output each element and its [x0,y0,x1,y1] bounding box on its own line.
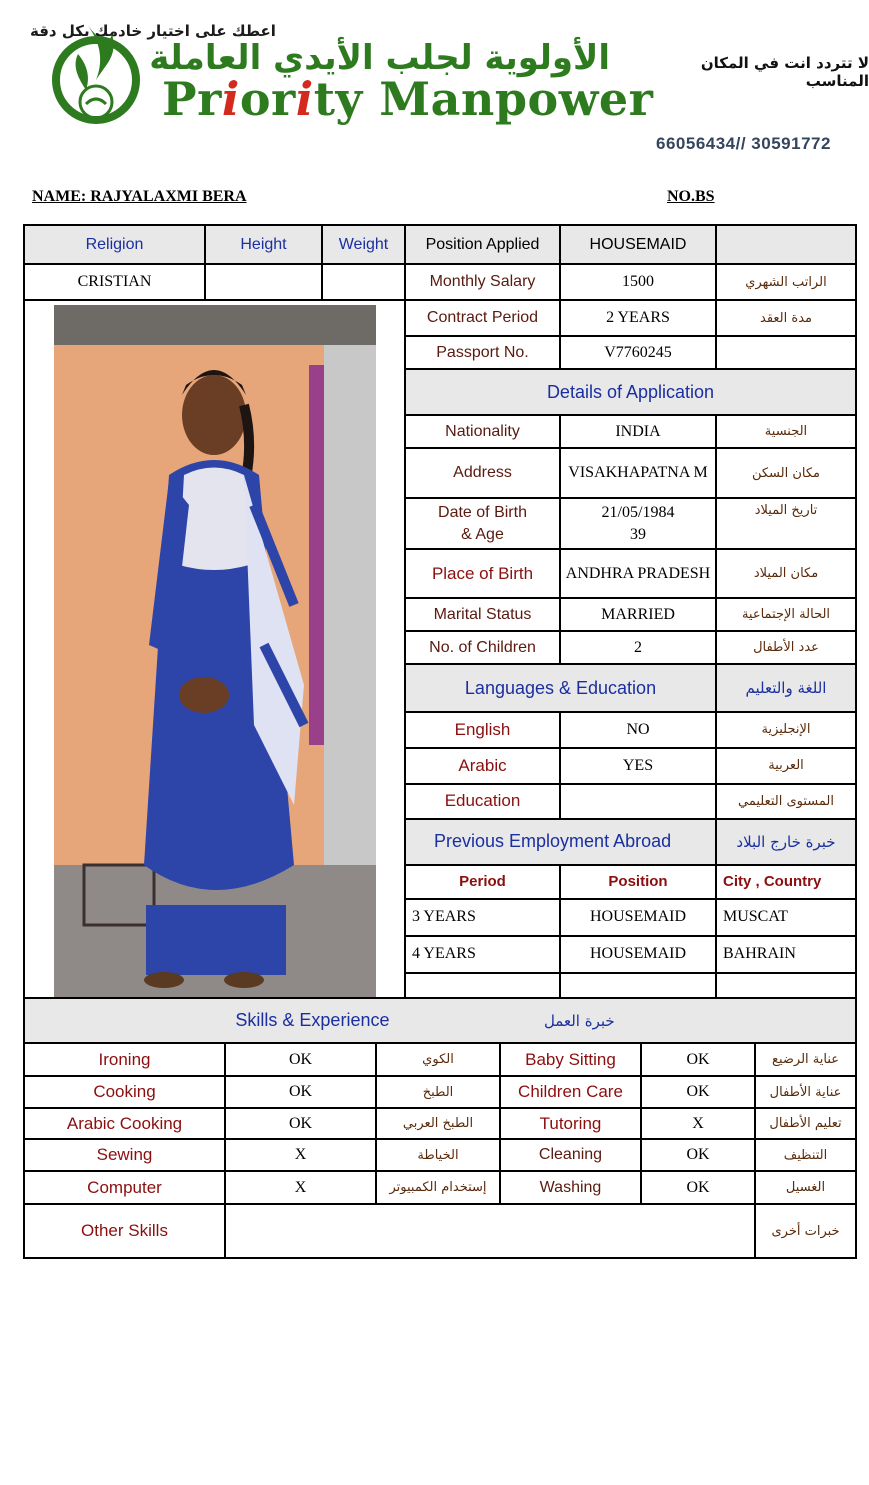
place-of-birth-label: Place of Birth [405,549,560,598]
skill-value: OK [225,1108,376,1139]
skill-label: Children Care [500,1076,641,1108]
english-arabic: الإنجليزية [716,712,856,748]
education-value [560,784,716,819]
contract-period-label: Contract Period [405,300,560,336]
skill-label: Cooking [24,1076,225,1108]
contract-period-arabic: مدة العقد [716,300,856,336]
children-value: 2 [560,631,716,664]
candidate-name: NAME: RAJYALAXMI BERA [32,188,247,205]
dob-label: Date of Birth & Age [405,498,560,549]
skill-label: Tutoring [500,1108,641,1139]
skills-experience-table [23,999,857,1259]
education-label: Education [405,784,560,819]
skill-arabic: الطبخ العربي [376,1108,500,1139]
employment-country: MUSCAT [716,899,856,936]
languages-education-header: Languages & Education [405,664,716,711]
religion-header: Religion [24,225,205,264]
skill-value: OK [641,1139,755,1171]
employment-position: HOUSEMAID [560,936,716,973]
skill-label: Cleaning [500,1139,641,1171]
height-value [205,264,322,300]
languages-education-arabic: اللغة والتعليم [716,664,856,711]
period-column-header: Period [405,865,560,899]
details-of-application-header: Details of Application [405,369,856,415]
skill-value: OK [641,1043,755,1076]
skill-arabic: عناية الأطفال [755,1076,856,1108]
monthly-salary-arabic: الراتب الشهري [716,264,856,300]
skill-row [24,1139,856,1171]
passport-arabic [716,336,856,369]
nationality-arabic: الجنسية [716,415,856,448]
application-details-table [23,224,857,999]
position-applied-value: HOUSEMAID [560,225,716,264]
skill-value: X [225,1139,376,1171]
skill-arabic: الغسيل [755,1171,856,1204]
employment-period [405,973,560,998]
skill-arabic: تعليم الأطفال [755,1108,856,1139]
skill-value: OK [225,1076,376,1108]
weight-value [322,264,405,300]
religion-value: CRISTIAN [24,264,205,300]
employment-position [560,973,716,998]
skill-value: X [225,1171,376,1204]
education-arabic: المستوى التعليمي [716,784,856,819]
place-of-birth-arabic: مكان الميلاد [716,549,856,598]
arabic-value: YES [560,748,716,784]
employment-country [716,973,856,998]
arabic-label: Arabic [405,748,560,784]
candidate-photo-cell [24,300,405,998]
previous-employment-arabic: خبرة خارج البلاد [716,819,856,865]
skill-arabic: الطبخ [376,1076,500,1108]
address-arabic: مكان السكن [716,448,856,498]
place-of-birth-value: ANDHRA PRADESH [560,549,716,598]
english-value: NO [560,712,716,748]
employment-position: HOUSEMAID [560,899,716,936]
skill-value: OK [641,1171,755,1204]
address-label: Address [405,448,560,498]
dob-value: 21/05/1984 39 [560,498,716,549]
children-label: No. of Children [405,631,560,664]
company-arabic-name: الأولوية لجلب الأيدي العاملة [149,38,610,78]
skill-label: Computer [24,1171,225,1204]
top-slogan: اعطك على اختيار خادمك بكل دقة [30,22,276,40]
monthly-salary-value: 1500 [560,264,716,300]
marital-status-value: MARRIED [560,598,716,631]
page-header [0,0,869,170]
skill-label: Sewing [24,1139,225,1171]
skill-arabic: عناية الرضيع [755,1043,856,1076]
employment-period: 4 YEARS [405,936,560,973]
skill-value: OK [225,1043,376,1076]
right-slogan: لا تتردد انت في المكان المناسب [700,54,869,90]
skill-row [24,1043,856,1076]
marital-status-label: Marital Status [405,598,560,631]
skill-arabic: إستخدام الكمبيوتر [376,1171,500,1204]
skill-value: X [641,1108,755,1139]
marital-status-arabic: الحالة الإجتماعية [716,598,856,631]
employment-period: 3 YEARS [405,899,560,936]
skill-value: OK [641,1076,755,1108]
weight-header: Weight [322,225,405,264]
company-logo-icon [48,20,144,124]
skill-row [24,1108,856,1139]
skill-row [24,1076,856,1108]
dob-arabic: تاريخ الميلاد [716,498,856,549]
other-skills-arabic: خبرات أخرى [755,1204,856,1258]
skill-label: Washing [500,1171,641,1204]
skill-arabic: التنظيف [755,1139,856,1171]
monthly-salary-label: Monthly Salary [405,264,560,300]
height-header: Height [205,225,322,264]
passport-value: V7760245 [560,336,716,369]
arabic-arabic: العربية [716,748,856,784]
skills-experience-title: Skills & Experience [235,1010,390,1030]
other-skills-label: Other Skills [24,1204,225,1258]
position-column-header: Position [560,865,716,899]
skill-label: Baby Sitting [500,1043,641,1076]
passport-label: Passport No. [405,336,560,369]
phone-numbers: 66056434// 30591772 [656,134,831,153]
company-english-name: Priority Manpower [162,72,654,126]
skills-experience-header [24,999,856,1043]
reference-number: NO.BS [667,188,715,205]
children-arabic: عدد الأطفال [716,631,856,664]
position-applied-arabic [716,225,856,264]
address-value: VISAKHAPATNA M [560,448,716,498]
position-applied-label: Position Applied [405,225,560,264]
skill-label: Ironing [24,1043,225,1076]
contract-period-value: 2 YEARS [560,300,716,336]
nationality-value: INDIA [560,415,716,448]
nationality-label: Nationality [405,415,560,448]
skills-experience-arabic: خبرة العمل [543,1012,615,1030]
employment-country: BAHRAIN [716,936,856,973]
other-skills-value [225,1204,755,1258]
english-label: English [405,712,560,748]
previous-employment-header: Previous Employment Abroad [405,819,716,865]
skill-arabic: الكوي [376,1043,500,1076]
candidate-photo [54,305,376,997]
skill-row [24,1171,856,1204]
skill-arabic: الخياطة [376,1139,500,1171]
skill-label: Arabic Cooking [24,1108,225,1139]
city-country-column-header: City , Country [716,865,856,899]
